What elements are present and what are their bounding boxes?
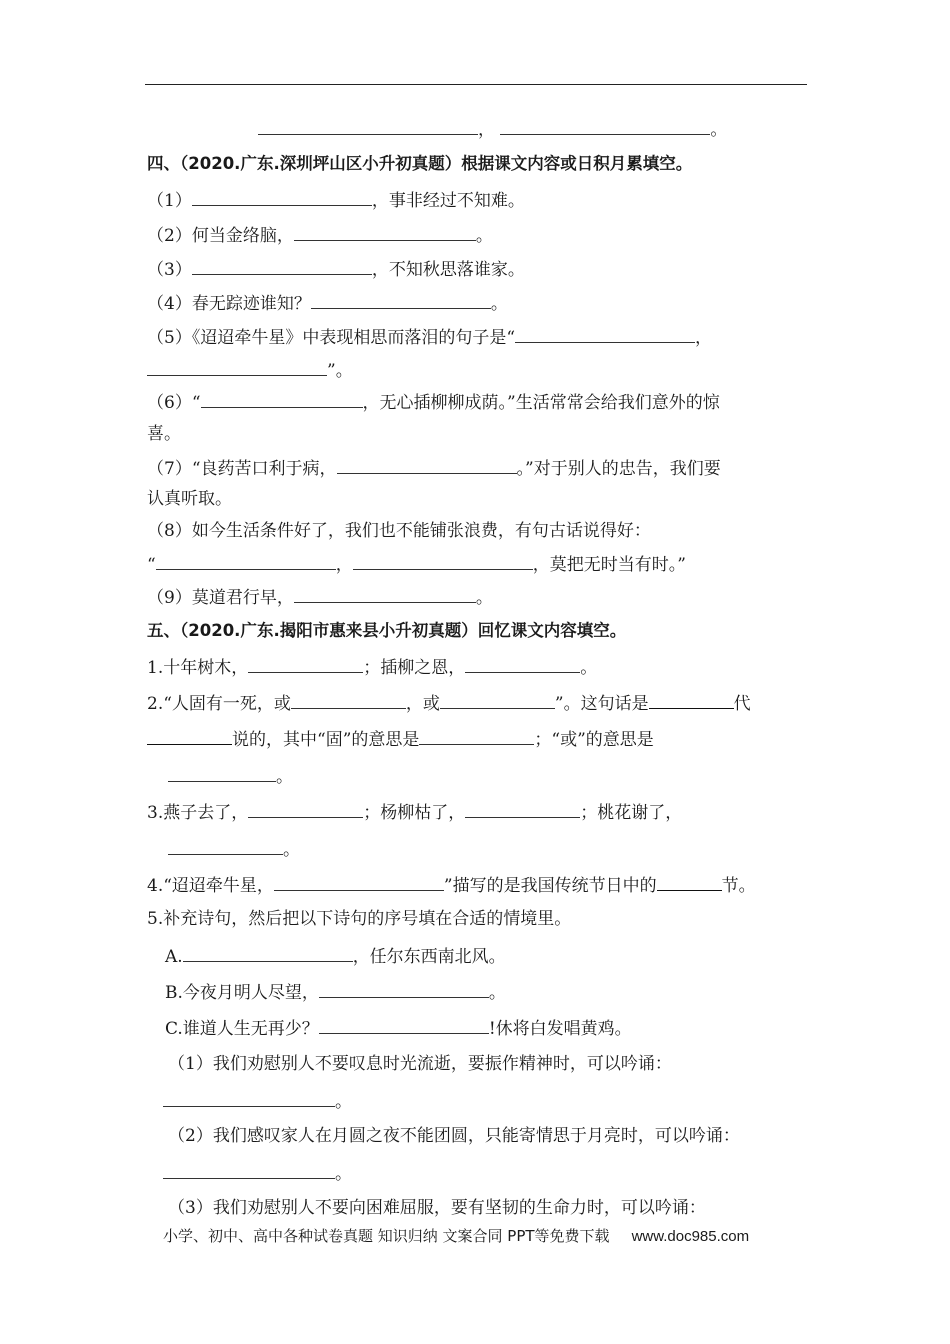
s5-q5-situation-1-answer: 。 <box>163 1088 352 1114</box>
answer-blank[interactable] <box>163 1160 335 1179</box>
answer-blank[interactable] <box>201 389 363 408</box>
s4-item-9: （9）莫道君行早， 。 <box>147 584 493 610</box>
answer-blank[interactable] <box>248 799 363 818</box>
s5-q5-situation-1: （1）我们劝慰别人不要叹息时光流逝，要振作精神时，可以吟诵： <box>168 1054 672 1074</box>
page-footer <box>163 1225 749 1246</box>
section-4-heading: 四、（2020.广东.深圳坪山区小升初真题）根据课文内容或日积月累填空。 <box>147 154 693 173</box>
answer-blank[interactable] <box>192 187 372 206</box>
s5-q5-stem: 5.补充诗句，然后把以下诗句的序号填在合适的情境里。 <box>147 909 572 929</box>
section-5-heading: 五、（2020.广东.揭阳市惠来县小升初真题）回忆课文内容填空。 <box>147 621 627 640</box>
s5-q5-option-a: A. ，任尔东西南北风。 <box>165 943 506 969</box>
s4-item-7-cont: 认真听取。 <box>147 489 232 509</box>
s5-q2-cont: 说的，其中“固”的意思是 ；“或”的意思是 <box>147 726 654 752</box>
answer-blank[interactable] <box>337 455 517 474</box>
answer-blank[interactable] <box>258 116 478 135</box>
answer-blank[interactable] <box>500 116 710 135</box>
answer-blank[interactable] <box>294 222 476 241</box>
s4-item-5-cont: ”。 <box>147 357 353 383</box>
s5-q5-situation-2: （2）我们感叹家人在月圆之夜不能团圆，只能寄情思于月亮时，可以吟诵： <box>168 1126 740 1146</box>
s4-item-6-cont: 喜。 <box>147 424 181 444</box>
s4-item-8-cont: “ ， ，莫把无时当有时。” <box>147 551 686 577</box>
answer-blank[interactable] <box>465 654 580 673</box>
s4-item-5: （5）《迢迢牵牛星》中表现相思而落泪的句子是“ ， <box>147 324 712 350</box>
answer-blank[interactable] <box>353 551 533 570</box>
s4-item-4: （4）春无踪迹谁知？ 。 <box>147 290 508 316</box>
s5-q4: 4.“迢迢牵牛星， ”描写的是我国传统节日中的 节。 <box>147 872 756 898</box>
answer-blank[interactable] <box>147 726 232 745</box>
s4-item-1: （1） ，事非经过不知难。 <box>147 187 525 213</box>
s5-q3-cont: 。 <box>168 836 300 862</box>
answer-blank[interactable] <box>657 872 722 891</box>
s4-item-3: （3） ，不知秋思落谁家。 <box>147 256 525 282</box>
answer-blank[interactable] <box>419 726 534 745</box>
s4-item-2: （2）何当金络脑， 。 <box>147 222 493 248</box>
answer-blank[interactable] <box>440 690 555 709</box>
answer-blank[interactable] <box>192 256 372 275</box>
answer-blank[interactable] <box>319 979 489 998</box>
s4-item-6: （6）“ ，无心插柳柳成荫。”生活常常会给我们意外的惊 <box>147 389 720 415</box>
header-rule <box>145 84 807 85</box>
answer-blank[interactable] <box>168 763 276 782</box>
s4-item-8: （8）如今生活条件好了，我们也不能铺张浪费，有句古话说得好： <box>147 521 651 541</box>
s5-q5-option-b: B.今夜月明人尽望， 。 <box>165 979 506 1005</box>
answer-blank[interactable] <box>163 1088 335 1107</box>
s5-q5-situation-2-answer: 。 <box>163 1160 352 1186</box>
footer-text: 小学、初中、高中各种试卷真题 知识归纳 文案合同 PPT等免费下载 <box>163 1227 610 1245</box>
answer-blank[interactable] <box>465 799 580 818</box>
answer-blank[interactable] <box>274 872 444 891</box>
s5-q2-cont2: 。 <box>168 763 293 789</box>
answer-blank[interactable] <box>515 324 695 343</box>
s5-q5-situation-3: （3）我们劝慰别人不要向困难屈服，要有坚韧的生命力时，可以吟诵： <box>168 1198 706 1218</box>
answer-blank[interactable] <box>147 357 327 376</box>
answer-blank[interactable] <box>319 1015 489 1034</box>
answer-blank[interactable] <box>311 290 491 309</box>
s5-q3: 3.燕子去了， ；杨柳枯了， ；桃花谢了， <box>147 799 682 825</box>
s5-q1: 1.十年树木， ；插柳之恩， 。 <box>147 654 597 680</box>
s5-q2: 2.“人固有一死，或 ，或 ”。这句话是 代 <box>147 690 751 716</box>
answer-blank[interactable] <box>294 584 476 603</box>
answer-blank[interactable] <box>168 836 283 855</box>
s4-item-7: （7）“良药苦口利于病， 。”对于别人的忠告，我们要 <box>147 455 721 481</box>
prev-question-tail: ， 。 <box>258 116 727 142</box>
answer-blank[interactable] <box>248 654 363 673</box>
answer-blank[interactable] <box>291 690 406 709</box>
footer-url[interactable]: www.doc985.com <box>631 1228 750 1245</box>
answer-blank[interactable] <box>183 943 353 962</box>
answer-blank[interactable] <box>649 690 734 709</box>
answer-blank[interactable] <box>156 551 336 570</box>
s5-q5-option-c: C.谁道人生无再少？ !休将白发唱黄鸡。 <box>165 1015 632 1041</box>
